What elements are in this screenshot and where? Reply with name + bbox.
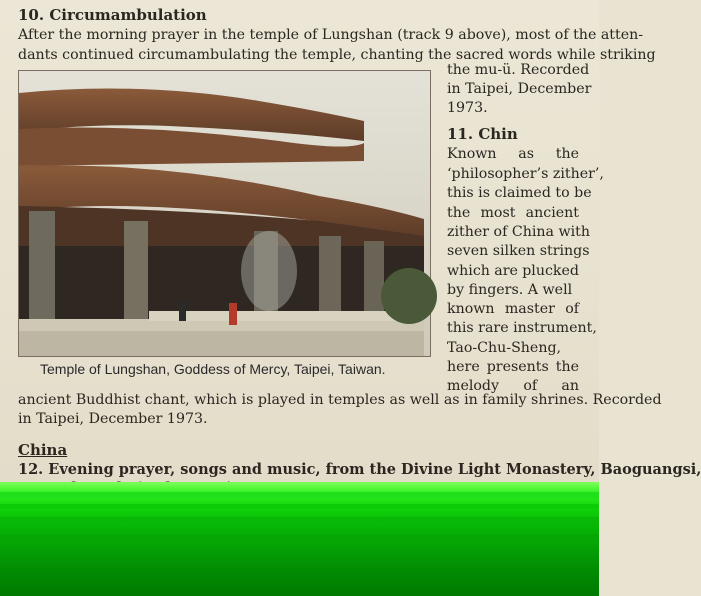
word: are [494, 263, 518, 279]
word: which [447, 263, 490, 279]
word: melody [447, 378, 500, 394]
word: ancient [525, 205, 579, 221]
track-11-right-line [447, 183, 592, 203]
track-11-right-line [447, 280, 579, 300]
word: this rare instrument, [447, 320, 597, 336]
track-11-right-line [447, 203, 579, 223]
word: of [565, 301, 579, 317]
track-11-right-line [447, 144, 579, 164]
word: of [523, 378, 538, 394]
word: seven silken strings [447, 243, 590, 259]
word: here [447, 359, 480, 375]
word: plucked [522, 263, 579, 279]
temple-illustration [19, 71, 430, 356]
track-12-heading: 12. Evening prayer, songs and music, from the Divine Light Monastery, Baoguangsi, [18, 461, 701, 478]
track-11-right-line [447, 318, 597, 338]
track-10-right-line-3: 1973. [447, 100, 488, 116]
word: presents [486, 359, 549, 375]
track-11-heading: 11. Chin [447, 125, 518, 143]
track-10-right-line-2: in Taipei, December [447, 81, 592, 97]
track-11-right-line [447, 241, 590, 261]
word: by fingers. A well [447, 282, 573, 298]
track-11-right-line [447, 338, 579, 358]
track-11-text-continued-1: ancient Buddhist chant, which is played in temples as well as in family shrines. Recorded [18, 392, 662, 408]
green-overlay-band [0, 482, 599, 596]
word: ‘philosopher’s zither’, [447, 166, 604, 182]
track-10-text-line-2: dants continued circumambulating the temple, chanting the sacred words while striking [18, 47, 656, 63]
word: Tao-Chu-Sheng, [447, 340, 562, 356]
word: this is claimed to be [447, 185, 592, 201]
word: Known [447, 146, 497, 162]
word: as [518, 146, 535, 162]
track-11-right-line [447, 164, 604, 184]
word: the [555, 359, 579, 375]
track-11-right-line [447, 299, 579, 319]
track-11-right-line [447, 261, 579, 281]
temple-photo [18, 70, 431, 357]
track-11-right-line [447, 357, 579, 377]
word: the [555, 146, 579, 162]
track-10-right-line-1: the mu-ü. Recorded [447, 62, 590, 78]
track-11-right-line [447, 222, 590, 242]
word: zither of China with [447, 224, 590, 240]
word: known [447, 301, 495, 317]
region-heading-china: China [18, 441, 68, 459]
word: an [561, 378, 579, 394]
photo-caption: Temple of Lungshan, Goddess of Mercy, Taipei, Taiwan. [40, 361, 386, 377]
word: the [447, 205, 471, 221]
track-10-text-line-1: After the morning prayer in the temple of Lungshan (track 9 above), most of the atten- [18, 27, 644, 43]
word: most [480, 205, 516, 221]
track-10-heading: 10. Circumambulation [18, 6, 207, 24]
track-11-text-continued-2: in Taipei, December 1973. [18, 411, 208, 427]
word: master [504, 301, 555, 317]
